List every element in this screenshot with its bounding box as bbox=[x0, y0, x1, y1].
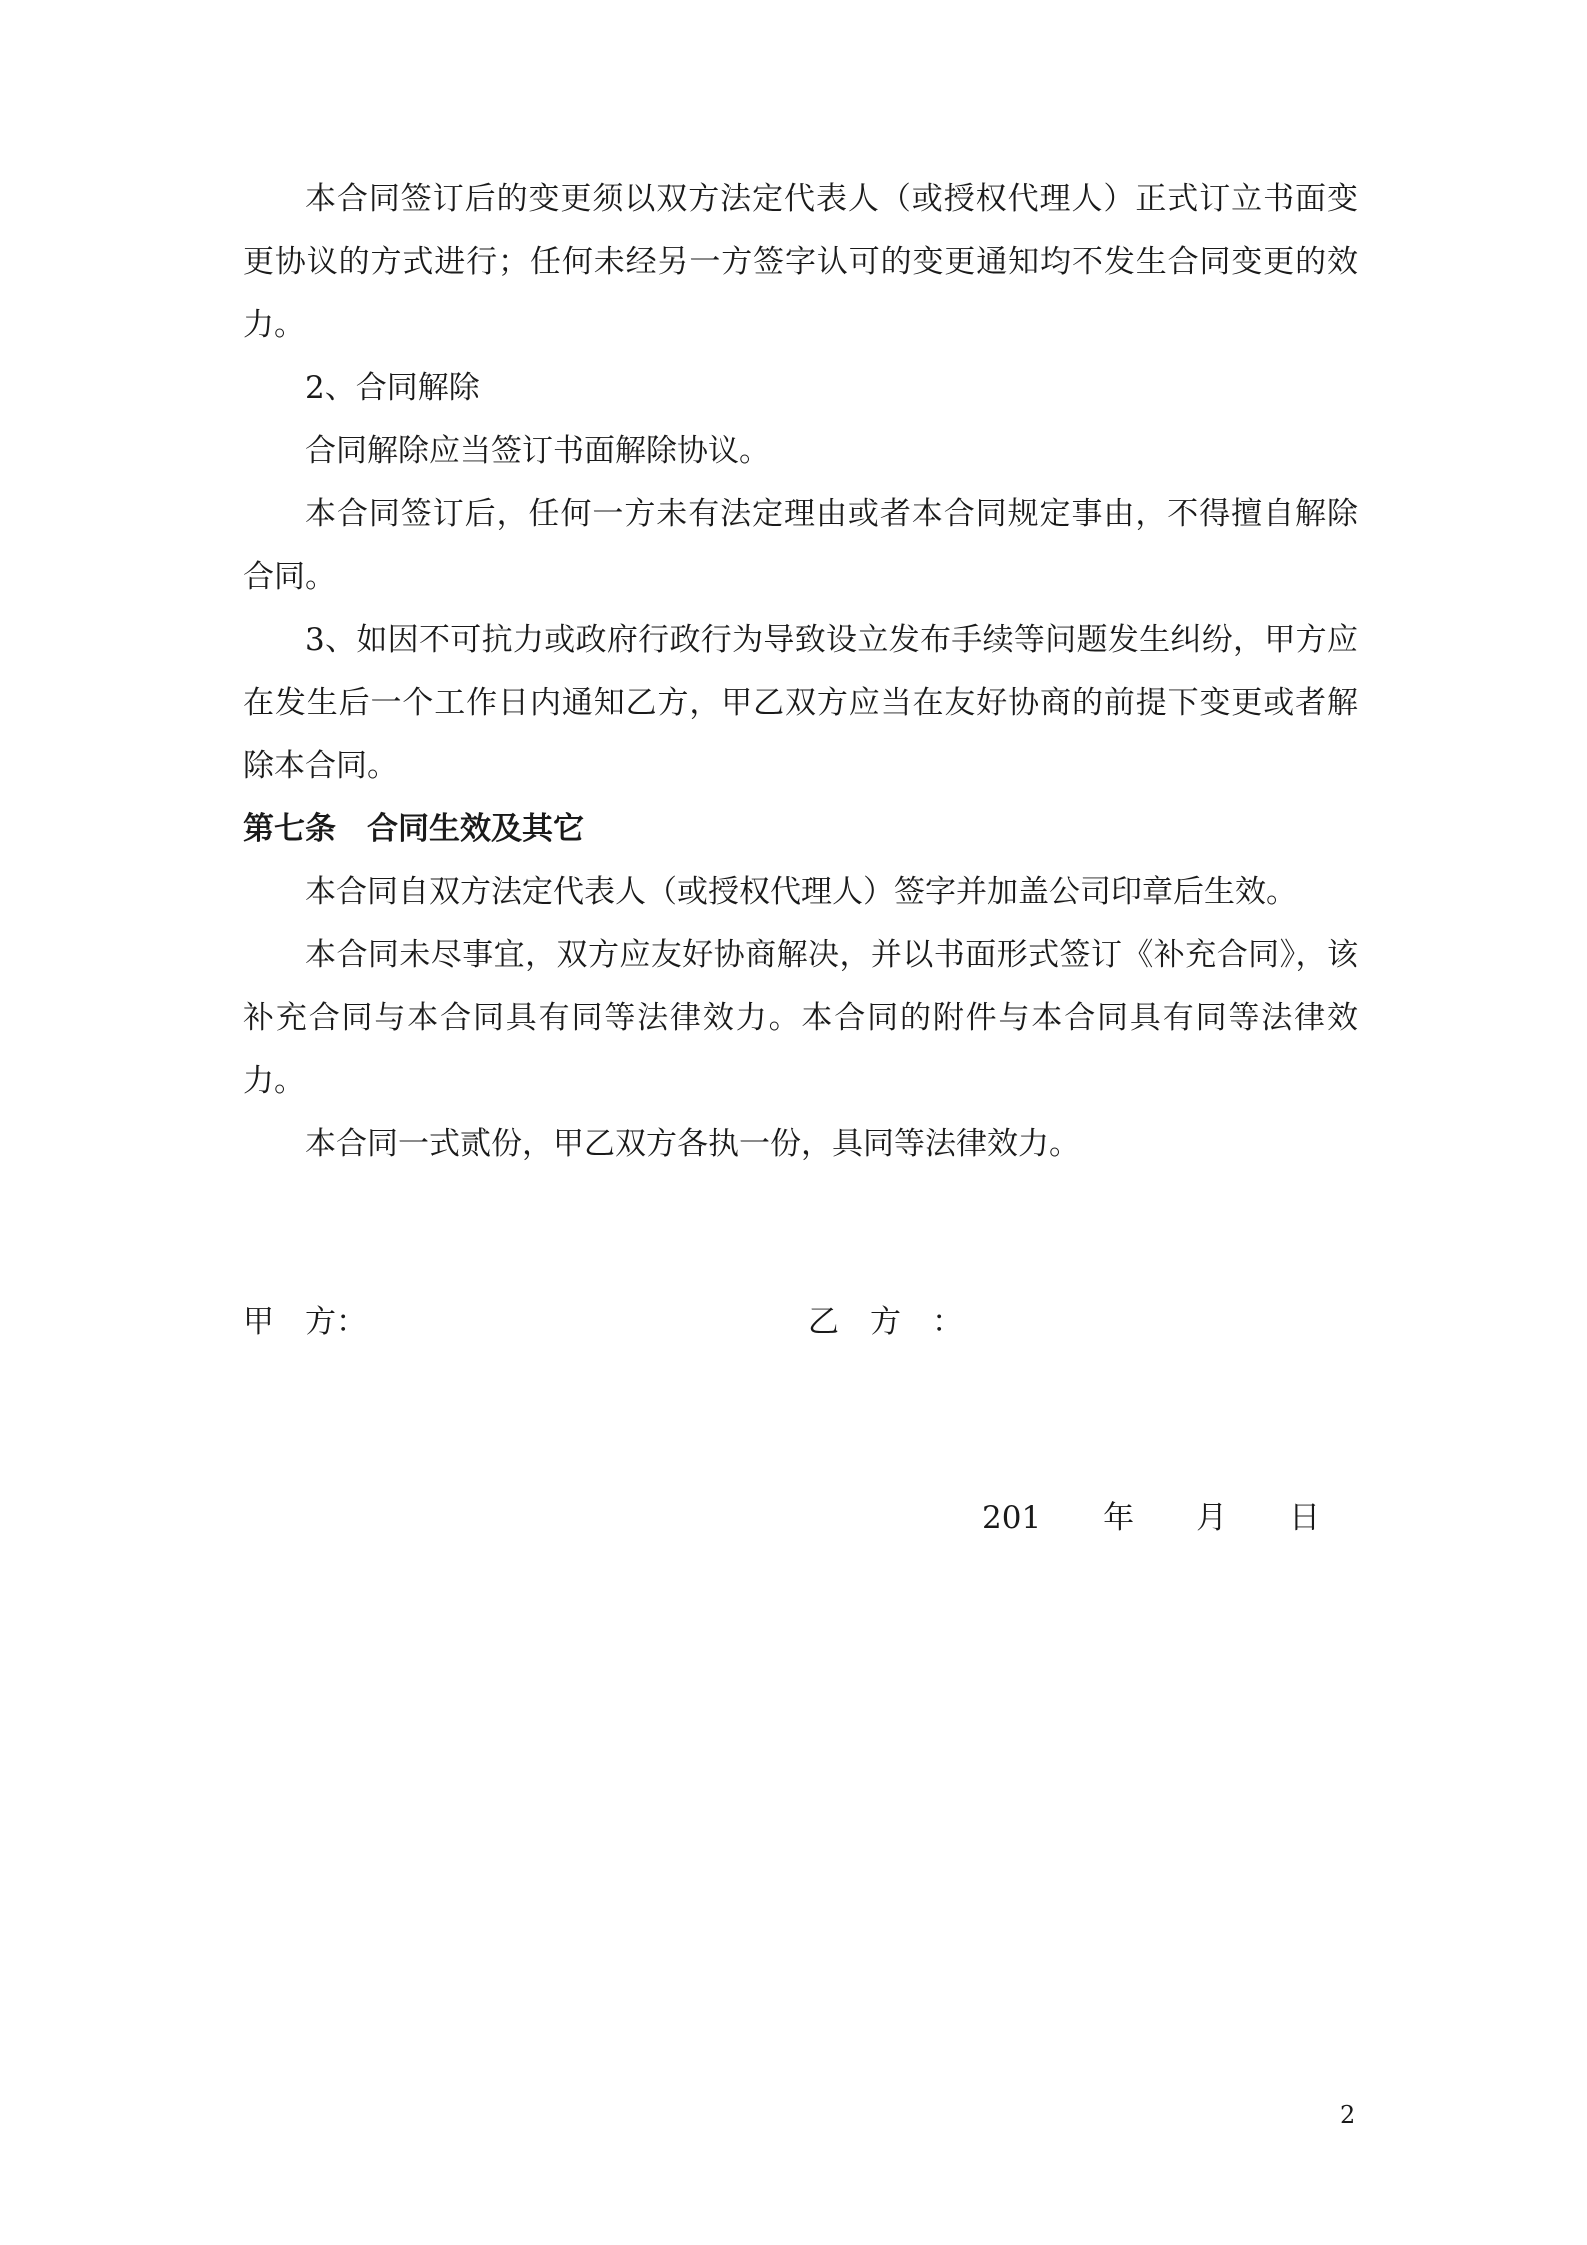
article-seven-heading: 第七条 合同生效及其它 bbox=[243, 811, 584, 847]
party-b-signature-label: 乙 方 ： bbox=[808, 1304, 963, 1340]
copies-paragraph: 本合同一式贰份，甲乙双方各执一份，具同等法律效力。 bbox=[305, 1126, 1080, 1162]
party-a-signature-label: 甲 方： bbox=[243, 1304, 367, 1340]
amendment-paragraph: 本合同签订后的变更须以双方法定代表人（或授权代理人）正式订立书面变更协议的方式进行；任何未经另一方签字认可的变更通知均不发生合同变更的效力。 bbox=[243, 181, 1358, 343]
termination-agreement-paragraph: 合同解除应当签订书面解除协议。 bbox=[305, 433, 770, 469]
contract-body bbox=[243, 168, 1358, 1176]
page-number: 2 bbox=[1340, 2101, 1356, 2129]
termination-subheading: 2、合同解除 bbox=[305, 370, 480, 406]
force-majeure-paragraph: 3、如因不可抗力或政府行政行为导致设立发布手续等问题发生纠纷，甲方应在发生后一个工作日内通知乙方，甲乙双方应当在友好协商的前提下变更或者解除本合同。 bbox=[243, 622, 1358, 784]
effectiveness-paragraph: 本合同自双方法定代表人（或授权代理人）签字并加盖公司印章后生效。 bbox=[305, 874, 1297, 910]
supplementary-contract-paragraph: 本合同未尽事宜，双方应友好协商解决，并以书面形式签订《补充合同》，该补充合同与本合同具有同等法律效力。本合同的附件与本合同具有同等法律效力。 bbox=[243, 937, 1358, 1099]
no-unilateral-termination-paragraph: 本合同签订后，任何一方未有法定理由或者本合同规定事由，不得擅自解除合同。 bbox=[243, 496, 1358, 595]
signing-date: 201 年 月 日 bbox=[982, 1500, 1321, 1536]
